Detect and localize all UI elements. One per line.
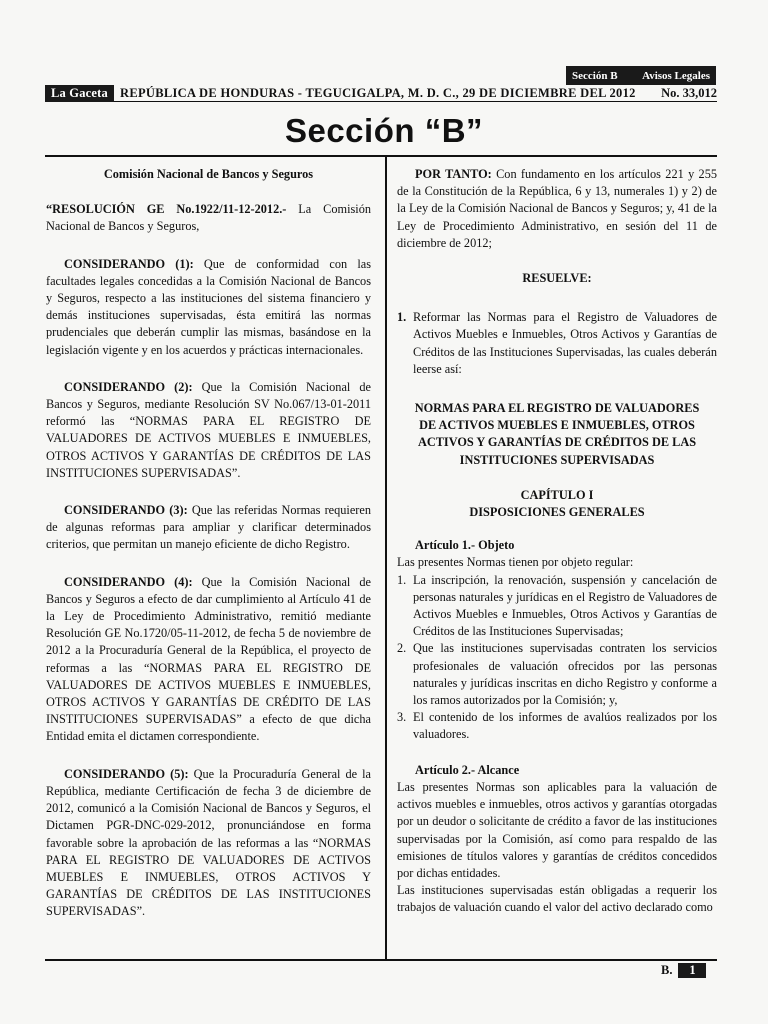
page-title: Sección “B”: [284, 112, 484, 149]
bottom-divider: [45, 959, 717, 961]
chapter-heading: CAPÍTULO I: [520, 487, 594, 502]
issue-number: No. 33,012: [661, 85, 717, 100]
por-tanto-paragraph: POR TANTO: Con fundamento en los artículos 221 y 255 de la Constitución de la República, 6 y 13, numerales 1) y 2) de la Ley de la Comisión Nacional de Bancos y Seguros; y, 41 de la Ley de Procedimiento Administrativo, en sesión del 11 de diciembre de 2012;: [397, 167, 718, 250]
article-2-paragraph-1: Las presentes Normas son aplicables para la valuación de activos muebles e inmuebles, otros activos y garantías otorgadas por un deudor o solicitante de crédito a favor de las instituciones supervisadas por la Comisión, así como para respaldo de las emisiones de títulos valores y garantías de créditos concedidos por dichas entidades.: [397, 779, 717, 880]
normas-title: NORMAS PARA EL REGISTRO DE VALUADORES DE ACTIVOS MUEBLES E INMUEBLES, OTROS ACTIVOS Y GARANTÍAS DE CRÉDITOS DE LAS INSTITUCIONES SUPERVISADAS: [414, 401, 700, 467]
column-divider: [385, 157, 387, 959]
article-1-intro: Las presentes Normas tienen por objeto regular:: [397, 555, 634, 570]
list-item: 2. Que las instituciones supervisadas contraten los servicios profesionales de valuación ofrecidos por las personas naturales y jurídicas inscritas en dicho Registro y conforme a los ramos autorizados por la Comisión; y,: [397, 641, 717, 708]
left-column: [46, 166, 371, 921]
article-2-paragraph-2: Las instituciones supervisadas están obligadas a requerir los trabajos de valuación cuando el valor del activo declarado como: [397, 883, 717, 915]
resuelve-heading: RESUELVE:: [522, 271, 592, 286]
header-strip: [45, 85, 717, 102]
chapter-subheading: DISPOSICIONES GENERALES: [469, 505, 645, 520]
page-footer: [661, 963, 706, 978]
right-column: [397, 166, 717, 917]
section-type: Avisos Legales: [642, 69, 710, 82]
article-1-title: Artículo 1.- Objeto: [415, 538, 515, 553]
considerando-4: CONSIDERANDO (4): Que la Comisión Nacional de Bancos y Seguros a efecto de dar cumplimiento al Artículo 41 de la Ley de Procedimiento Administrativo, remitió mediante Resolución GE No.1720/05-11-2012, de fecha 5 de noviembre de 2012 a la Procuraduría General de la República, el proyecto de reformas a las “NORMAS PARA EL REGISTRO DE VALUADORES DE ACTIVOS MUEBLES E INMUEBLES, OTROS ACTIVOS Y GARANTÍAS DE CRÉDITO DE LAS INSTITUCIONES SUPERVISADAS” a efecto de que dicha Entidad emita el dictamen correspondiente.: [46, 574, 371, 744]
considerando-3: CONSIDERANDO (3): Que las referidas Normas requieren de algunas reformas para ampliar y clarificar determinados criterios, que permitan un manejo eficiente de dicho Registro.: [46, 503, 371, 552]
article-1-list: [397, 572, 717, 744]
list-item: 1. La inscripción, la renovación, suspensión y cancelación de personas naturales y jurídicas en el Registro de Valuadores de Activos Muebles e Inmuebles, Otros Activos y Garantías de Créditos de las Instituciones Supervisadas;: [397, 572, 717, 639]
considerando-1: CONSIDERANDO (1): Que de conformidad con las facultades legales concedidas a la Comisión Nacional de Bancos y Seguros, respecto a las instituciones del sistema financiero y demás instituciones supervisadas, ésta emitirá las normas prudenciales que deberán cumplir las mismas, basándose en la legislación vigente y en los acuerdos y prácticas internacionales.: [46, 256, 371, 357]
page-number: 1: [678, 963, 706, 978]
section-label-box: [566, 66, 716, 85]
top-divider: [45, 155, 717, 157]
section-label: Sección B: [572, 69, 618, 82]
footer-section-letter: B.: [661, 963, 673, 977]
commission-heading: Comisión Nacional de Bancos y Seguros: [103, 167, 314, 181]
list-item: 3. El contenido de los informes de avalúos realizados por los valuadores.: [397, 710, 717, 742]
considerando-2: CONSIDERANDO (2): Que la Comisión Nacional de Bancos y Seguros, mediante Resolución SV No.067/13-01-2011 reformó las “NORMAS PARA EL REGISTRO DE VALUADORES DE ACTIVOS MUEBLES E INMUEBLES, OTROS ACTIVOS Y GARANTÍAS DE CRÉDITOS DE LAS INSTITUCIONES SUPERVISADAS”.: [46, 379, 371, 480]
resolution-item-1: 1. Reformar las Normas para el Registro de Valuadores de Activos Muebles e Inmuebles, Otros Activos y Garantías de Créditos de las Instituciones Supervisadas, las cuales deberán leerse así:: [397, 310, 717, 376]
header-location-date: REPÚBLICA DE HONDURAS - TEGUCIGALPA, M. D. C., 29 DE DICIEMBRE DEL 2012: [120, 85, 636, 100]
article-2-title: Artículo 2.- Alcance: [415, 762, 520, 777]
resolucion-paragraph: “RESOLUCIÓN GE No.1922/11-12-2012.- La Comisión Nacional de Bancos y Seguros,: [46, 202, 371, 234]
considerando-5: CONSIDERANDO (5): Que la Procuraduría General de la República, mediante Certificación de fecha 3 de diciembre de 2012, comunicó a la Comisión Nacional de Bancos y Seguros, el Dictamen PGR-DNC-029-2012, pronunciándose en forma favorable sobre la aprobación de las reformas a las “NORMAS PARA EL REGISTRO DE VALUADORES DE ACTIVOS MUEBLES E INMUEBLES, OTROS ACTIVOS Y GARANTÍAS DE CRÉDITOS DE LAS INSTITUCIONES SUPERVISADAS”.: [46, 766, 371, 919]
gazette-name: La Gaceta: [45, 85, 114, 102]
